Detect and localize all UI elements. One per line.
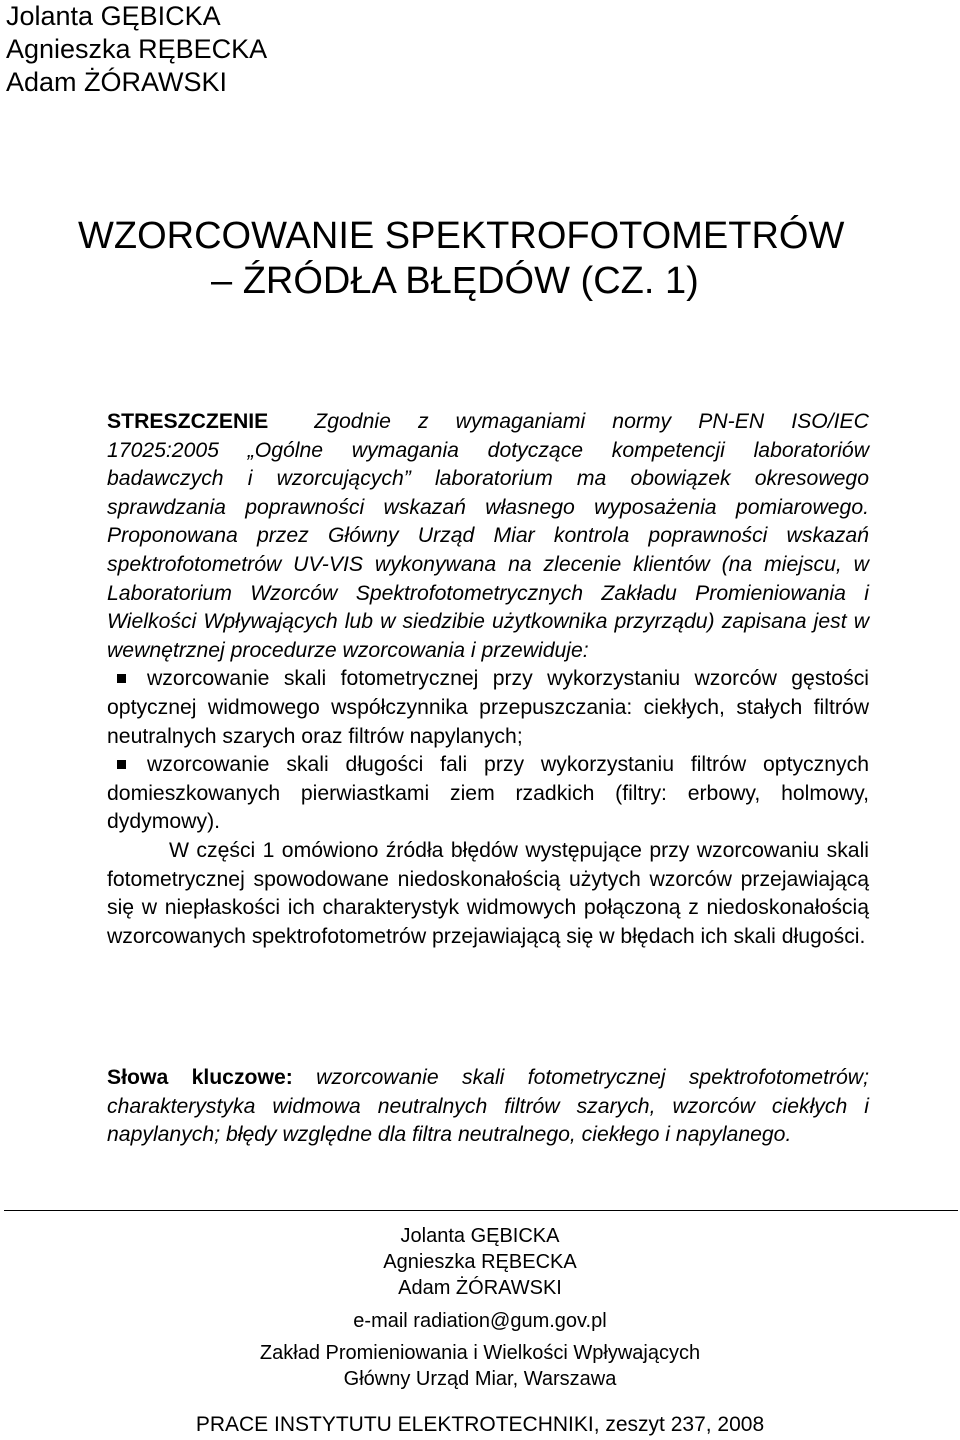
- bullet-square-icon: [117, 760, 126, 769]
- list-item-text: wzorcowanie skali fotometrycznej przy wykorzystaniu wzorców gęstości optycznej widmowego współczynnika przepuszczania: ciekłych, stałych filtrów neutralnych szarych oraz filtrów napylanych;: [107, 667, 869, 748]
- keywords: [107, 1064, 869, 1150]
- affiliation-author: Jolanta GĘBICKA: [400, 1225, 560, 1247]
- abstract: [107, 408, 869, 951]
- journal-footer: PRACE INSTYTUTU ELEKTROTECHNIKI, zeszyt 237, 2008: [195, 1413, 765, 1436]
- affiliation-email: e-mail radiation@gum.gov.pl: [353, 1310, 607, 1332]
- divider: [4, 1210, 958, 1211]
- keywords-text: wzorcowanie skali fotometrycznej spektrofotometrów; charakterystyka widmowa neutralnych filtrów szarych, wzorców ciekłych i napylanych; błędy względne dla filtra neutralnego, ciekłego i napylanego.: [107, 1066, 869, 1147]
- bullet-square-icon: [117, 674, 126, 683]
- title-line-2: – ŹRÓDŁA BŁĘDÓW (CZ. 1): [211, 260, 699, 302]
- author-list-top: [6, 0, 267, 99]
- abstract-paragraph-2: W części 1 omówiono źródła błędów występujące przy wzorcowaniu skali fotometrycznej spowodowane niedoskonałością użytych wzorców przejawiającą się w niepłaskości ich charakterystyk widmowych połączoną z niedoskonałością wzorcowanych spektrofotometrów przejawiającą się w błędach ich skali długości.: [107, 838, 869, 948]
- affiliation-author: Adam ŻÓRAWSKI: [398, 1277, 562, 1299]
- author-name: Jolanta GĘBICKA: [6, 1, 221, 31]
- abstract-paragraph-1: [107, 408, 869, 665]
- author-name: Agnieszka RĘBECKA: [6, 34, 268, 64]
- affiliation-department: Zakład Promieniowania i Wielkości Wpływających: [259, 1342, 701, 1364]
- bullet-list: [107, 665, 869, 837]
- keywords-label: Słowa kluczowe:: [107, 1066, 293, 1089]
- affiliation-institution: Główny Urząd Miar, Warszawa: [343, 1368, 617, 1390]
- affiliation-author: Agnieszka RĘBECKA: [383, 1251, 577, 1273]
- list-item-text: wzorcowanie skali długości fali przy wykorzystaniu filtrów optycznych domieszkowanych pierwiastkami ziem rzadkich (filtry: erbowy, holmowy, dydymowy).: [107, 753, 869, 834]
- author-name: Adam ŻÓRAWSKI: [6, 67, 228, 97]
- abstract-text: Zgodnie z wymaganiami normy PN-EN ISO/IEC 17025:2005 „Ogólne wymagania dotyczące kompetencji laboratoriów badawczych i wzorcujących” laboratorium ma obowiązek okresowego sprawdzania poprawności wskazań własnego wyposażenia pomiarowego. Proponowana przez Główny Urząd Miar kontrola poprawności wskazań spektrofotometrów UV-VIS wykonywana na zlecenie klientów (na miejscu, w Laboratorium Wzorców Spektrofotometrycznych Zakładu Promieniowania i Wielkości Wpływających lub w siedzibie użytkownika przyrządu) zapisana jest w wewnętrznej procedurze wzorcowania i przewiduje:: [107, 410, 869, 662]
- abstract-heading: STRESZCZENIE: [107, 410, 269, 433]
- list-item: [107, 665, 869, 751]
- title-line-1: WZORCOWANIE SPEKTROFOTOMETRÓW: [78, 215, 845, 257]
- list-item: [107, 751, 869, 837]
